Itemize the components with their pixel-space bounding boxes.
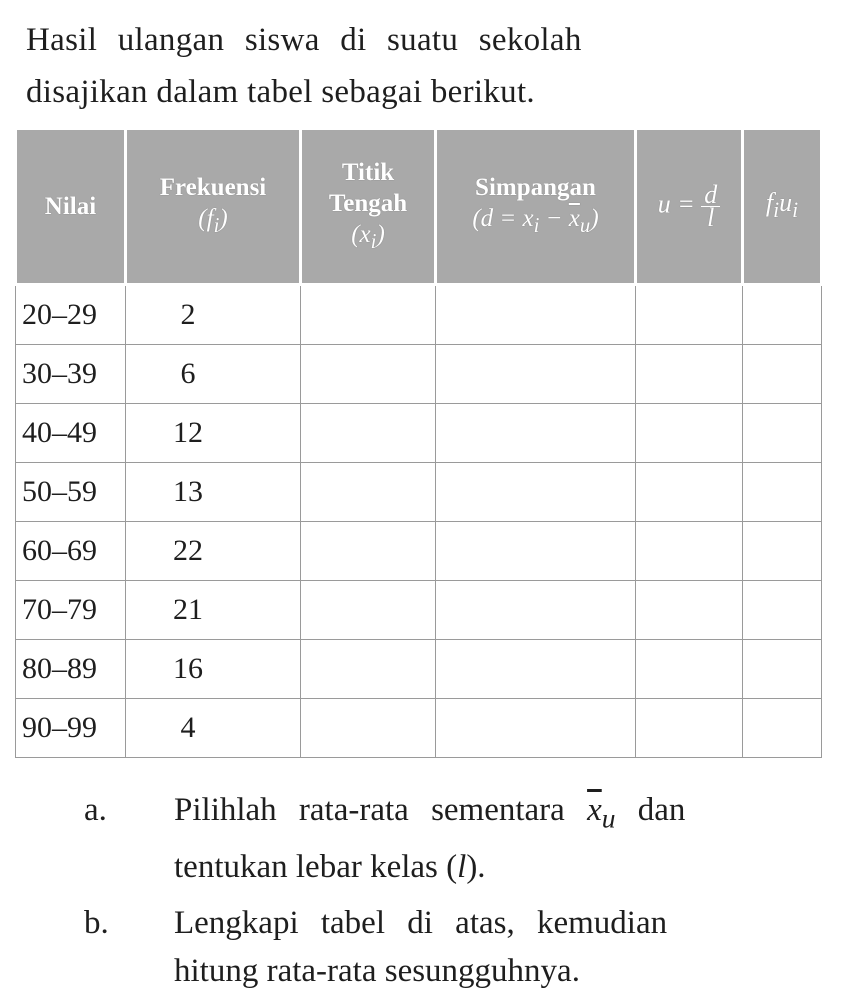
cell-fu <box>743 285 822 345</box>
cell-frekuensi: 16 <box>126 640 301 699</box>
intro-line-2: disajikan dalam tabel sebagai berikut. <box>26 74 535 110</box>
cell-fu <box>743 581 822 640</box>
cell-frekuensi: 12 <box>126 404 301 463</box>
cell-nilai: 40–49 <box>16 404 126 463</box>
table-row <box>16 640 822 699</box>
cell-simpangan <box>436 699 636 758</box>
cell-nilai: 60–69 <box>16 522 126 581</box>
header-titik-label: Titik <box>341 158 395 186</box>
header-frekuensi-symbol: $(f_i)$ <box>198 205 228 237</box>
table-row <box>16 285 822 345</box>
question-a-line-2: tentukan lebar kelas (l). <box>174 848 486 885</box>
cell-frekuensi: 6 <box>126 345 301 404</box>
table-row <box>16 581 822 640</box>
cell-u <box>636 345 743 404</box>
header-titik-symbol: $(x_i)$ <box>351 220 385 253</box>
table-row <box>16 404 822 463</box>
header-simpangan <box>436 129 636 285</box>
cell-titik-tengah <box>301 640 436 699</box>
cell-fu <box>743 463 822 522</box>
intro-line-1: Hasil ulangan siswa di suatu sekolah <box>26 22 582 58</box>
cell-simpangan <box>436 522 636 581</box>
header-u-formula: u = $\frac{d}{l}$ <box>636 129 743 285</box>
header-frekuensi-label: Frekuensi <box>159 174 267 201</box>
cell-simpangan <box>436 581 636 640</box>
cell-titik-tengah <box>301 581 436 640</box>
table-row <box>16 463 822 522</box>
cell-u <box>636 522 743 581</box>
cell-simpangan <box>436 463 636 522</box>
question-b <box>84 899 814 995</box>
question-a-line-1: Pilihlah rata-rata sementara $\overline{x}_u$ dan <box>174 792 686 834</box>
table-row <box>16 345 822 404</box>
cell-frekuensi: 22 <box>126 522 301 581</box>
table-header-row <box>16 129 822 285</box>
cell-titik-tengah <box>301 285 436 345</box>
header-simpangan-label: Simpangan <box>475 174 596 201</box>
cell-simpangan <box>436 640 636 699</box>
cell-simpangan <box>436 285 636 345</box>
cell-nilai: 90–99 <box>16 699 126 758</box>
header-nilai <box>16 129 126 285</box>
cell-u <box>636 463 743 522</box>
question-a-label: a. <box>84 792 107 828</box>
cell-titik-tengah <box>301 522 436 581</box>
table-row <box>16 522 822 581</box>
cell-fu <box>743 345 822 404</box>
cell-frekuensi: 13 <box>126 463 301 522</box>
cell-frekuensi: 2 <box>126 285 301 345</box>
header-tengah-label: Tengah <box>328 189 408 217</box>
header-frekuensi <box>126 129 301 285</box>
cell-fu <box>743 522 822 581</box>
cell-u <box>636 699 743 758</box>
cell-u <box>636 404 743 463</box>
cell-fu <box>743 640 822 699</box>
cell-titik-tengah <box>301 345 436 404</box>
cell-frekuensi: 4 <box>126 699 301 758</box>
table-row <box>16 699 822 758</box>
question-b-line-2: hitung rata-rata sesungguhnya. <box>174 952 580 989</box>
cell-fu <box>743 404 822 463</box>
cell-nilai: 30–39 <box>16 345 126 404</box>
frequency-table <box>14 127 823 758</box>
cell-nilai: 70–79 <box>16 581 126 640</box>
cell-titik-tengah <box>301 463 436 522</box>
cell-u <box>636 581 743 640</box>
cell-nilai: 50–59 <box>16 463 126 522</box>
header-nilai-label: Nilai <box>44 193 97 220</box>
question-b-text <box>174 899 814 995</box>
header-titik-tengah <box>301 129 436 285</box>
question-list <box>84 786 814 1003</box>
header-simpangan-formula: $(d = x_i - \overline{x}_u)$ <box>472 205 599 237</box>
cell-fu <box>743 699 822 758</box>
cell-titik-tengah <box>301 404 436 463</box>
question-a-text <box>174 786 814 891</box>
header-fi-ui: $f_iu_i$ <box>743 129 822 285</box>
cell-u <box>636 640 743 699</box>
question-b-label: b. <box>84 904 109 941</box>
cell-nilai: 80–89 <box>16 640 126 699</box>
cell-nilai: 20–29 <box>16 285 126 345</box>
cell-titik-tengah <box>301 699 436 758</box>
intro-paragraph <box>26 14 746 118</box>
question-a <box>84 786 814 891</box>
cell-simpangan <box>436 404 636 463</box>
cell-frekuensi: 21 <box>126 581 301 640</box>
u-fraction: $\frac{d}{l}$ <box>701 184 720 229</box>
question-b-line-1: Lengkapi tabel di atas, kemudian <box>174 904 668 941</box>
cell-u <box>636 285 743 345</box>
cell-simpangan <box>436 345 636 404</box>
